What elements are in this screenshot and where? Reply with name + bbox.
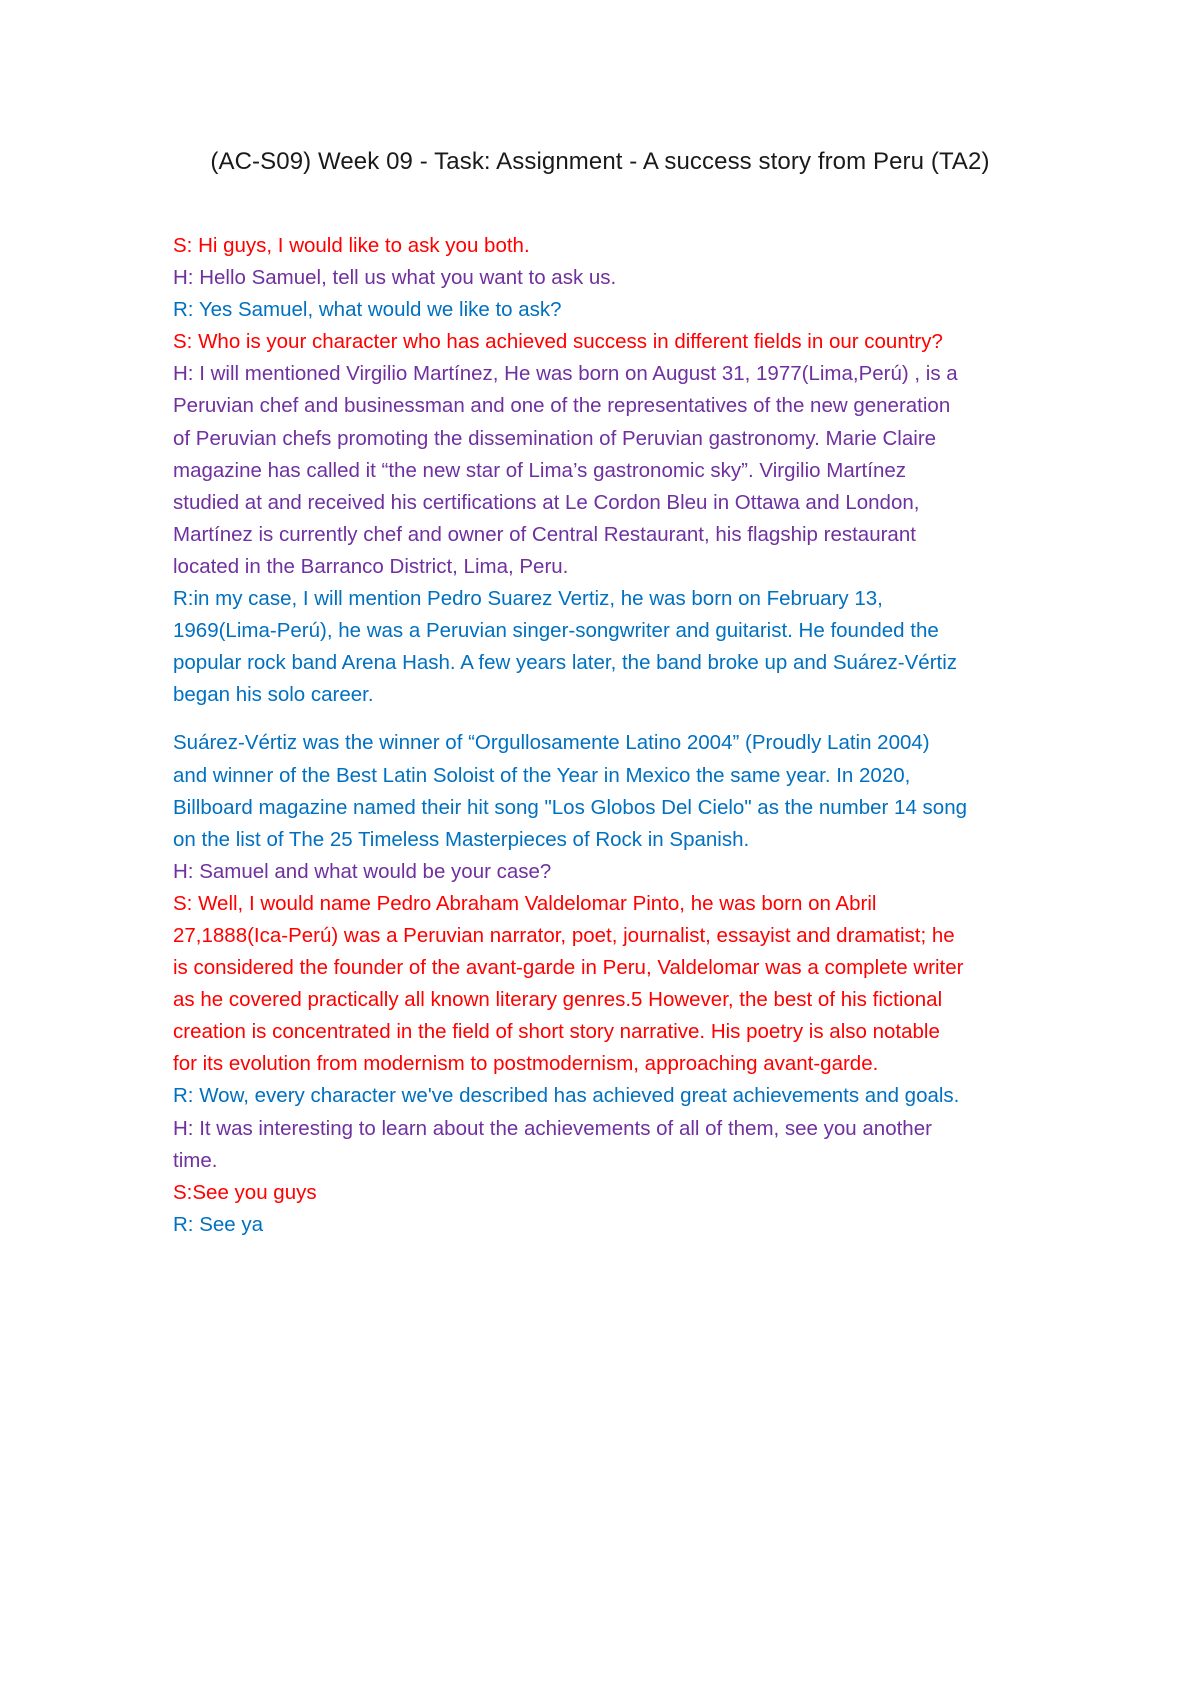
dialogue-line: R: See ya (173, 1212, 264, 1236)
dialogue-turn-r (173, 1209, 1053, 1241)
document-title: (AC-S09) Week 09 - Task: Assignment - A success story from Peru (TA2) (210, 148, 990, 175)
dialogue-line: on the list of The 25 Timeless Masterpieces of Rock in Spanish. (173, 827, 750, 851)
dialogue-turn-h (173, 856, 1053, 888)
dialogue-line: S: Who is your character who has achieved success in different fields in our country? (173, 330, 943, 354)
dialogue-line: H: Hello Samuel, tell us what you want to ask us. (173, 266, 617, 290)
dialogue-line: 1969(Lima-Perú), he was a Peruvian singer-songwriter and guitarist. He founded the (173, 619, 939, 643)
dialogue-line: Suárez-Vértiz was the winner of “Orgullosamente Latino 2004” (Proudly Latin 2004) (173, 731, 930, 755)
dialogue-line: Billboard magazine named their hit song "Los Globos Del Cielo" as the number 14 song (173, 795, 968, 819)
dialogue-line: S:See you guys (173, 1180, 317, 1204)
paragraph-gap (173, 711, 1053, 727)
dialogue-turn-s (173, 326, 1053, 358)
dialogue-turn-h (173, 262, 1053, 294)
dialogue-line: S: Well, I would name Pedro Abraham Valdelomar Pinto, he was born on Abril (173, 891, 877, 915)
dialogue-line: 27,1888(Ica-Perú) was a Peruvian narrator, poet, journalist, essayist and dramatist; he (173, 923, 955, 947)
dialogue-line: for its evolution from modernism to postmodernism, approaching avant-garde. (173, 1052, 879, 1076)
dialogue-line: popular rock band Arena Hash. A few years later, the band broke up and Suárez-Vértiz (173, 651, 958, 675)
dialogue-line: began his solo career. (173, 683, 374, 707)
dialogue-line: creation is concentrated in the field of short story narrative. His poetry is also notable (173, 1020, 940, 1044)
dialogue-line: located in the Barranco District, Lima, Peru. (173, 554, 569, 578)
dialogue-turn-r (173, 727, 1053, 855)
dialogue-turn-s (173, 888, 1053, 1081)
dialogue-line: of Peruvian chefs promoting the dissemination of Peruvian gastronomy. Marie Claire (173, 426, 937, 450)
dialogue-turn-s (173, 1177, 1053, 1209)
dialogue-line: is considered the founder of the avant-garde in Peru, Valdelomar was a complete writer (173, 956, 964, 980)
dialogue-turn-r (173, 294, 1053, 326)
dialogue-turn-h (173, 1113, 1053, 1177)
dialogue-line: studied at and received his certifications at Le Cordon Bleu in Ottawa and London, (173, 490, 920, 514)
dialogue-line: magazine has called it “the new star of Lima’s gastronomic sky”. Virgilio Martínez (173, 458, 906, 482)
dialogue-line: R:in my case, I will mention Pedro Suarez Vertiz, he was born on February 13, (173, 587, 883, 611)
dialogue-line: H: I will mentioned Virgilio Martínez, He was born on August 31, 1977(Lima,Perú) , is a (173, 362, 958, 386)
dialogue-line: as he covered practically all known literary genres.5 However, the best of his fictional (173, 988, 943, 1012)
dialogue-line: S: Hi guys, I would like to ask you both. (173, 234, 530, 257)
dialogue-line: Martínez is currently chef and owner of Central Restaurant, his flagship restaurant (173, 522, 916, 546)
dialogue-body (173, 230, 1053, 1241)
dialogue-line: and winner of the Best Latin Soloist of the Year in Mexico the same year. In 2020, (173, 763, 911, 787)
dialogue-line: H: Samuel and what would be your case? (173, 859, 552, 883)
dialogue-line: R: Wow, every character we've described has achieved great achievements and goals. (173, 1084, 960, 1108)
dialogue-turn-h (173, 358, 1053, 583)
dialogue-turn-s (173, 230, 1053, 262)
dialogue-turn-r (173, 1080, 1053, 1112)
dialogue-line: R: Yes Samuel, what would we like to ask? (173, 298, 562, 322)
dialogue-line: H: It was interesting to learn about the achievements of all of them, see you another (173, 1116, 932, 1140)
dialogue-turn-r (173, 583, 1053, 711)
dialogue-line: Peruvian chef and businessman and one of the representatives of the new generation (173, 394, 951, 418)
dialogue-line: time. (173, 1148, 218, 1172)
